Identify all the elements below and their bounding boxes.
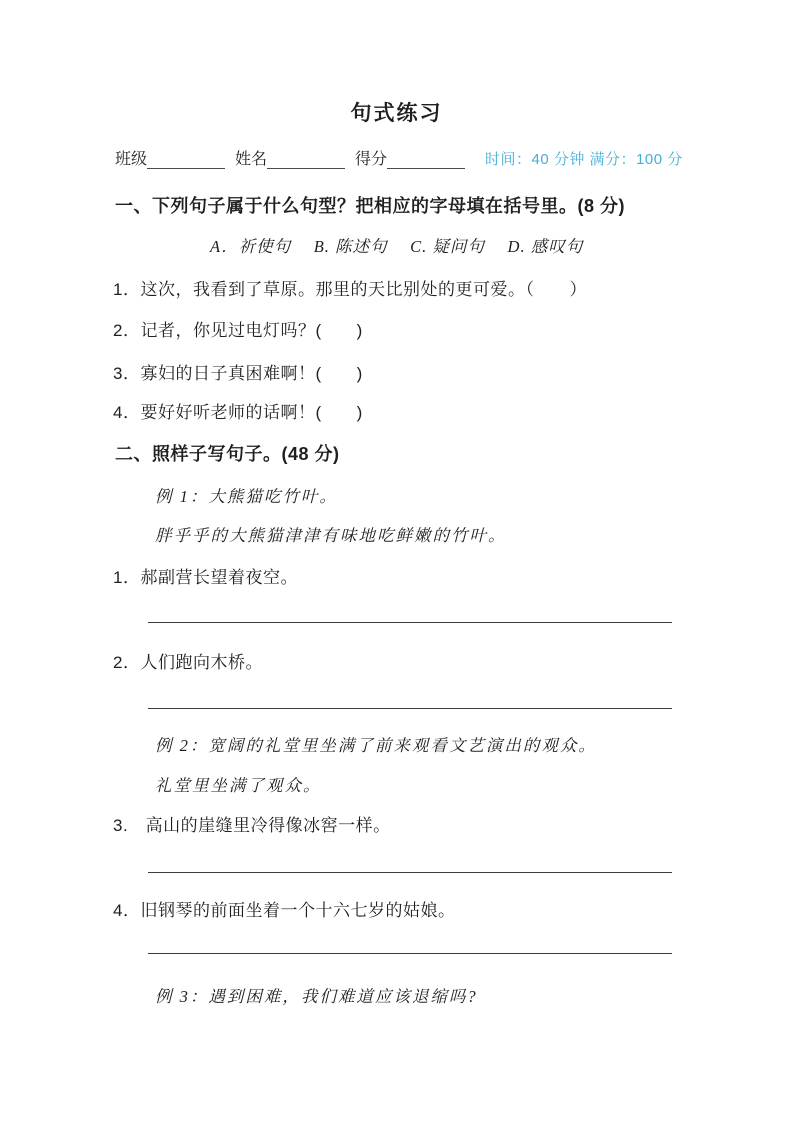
name-blank bbox=[267, 152, 345, 169]
section1-options: A．祈使句 B. 陈述句 C. 疑问句 D. 感叹句 bbox=[210, 237, 584, 256]
page-title: 句式练习 bbox=[350, 102, 443, 125]
answer-line-2 bbox=[148, 708, 672, 709]
section1-question-2: 2．记者，你见过电灯吗？( ) bbox=[113, 321, 363, 340]
name-field bbox=[235, 146, 345, 169]
section2-question-1: 1．郝副营长望着夜空。 bbox=[113, 568, 298, 587]
answer-line-1 bbox=[148, 622, 672, 623]
example1-label: 例 1：大熊猫吃竹叶。 bbox=[155, 487, 338, 506]
name-label: 姓名 bbox=[235, 151, 268, 168]
section1-question-4: 4．要好好听老师的话啊！( ) bbox=[113, 403, 363, 422]
class-field bbox=[115, 146, 225, 169]
section2-heading: 二、照样子写句子。(48 分) bbox=[115, 444, 340, 464]
class-label: 班级 bbox=[115, 151, 148, 168]
answer-line-4 bbox=[148, 953, 672, 954]
score-label: 得分 bbox=[355, 151, 388, 168]
section1-question-1: 1．这次，我看到了草原。那里的天比别处的更可爱。（ ） bbox=[113, 280, 587, 299]
answer-line-3 bbox=[148, 872, 672, 873]
student-info-row bbox=[115, 146, 475, 169]
section2-question-2: 2．人们跑向木桥。 bbox=[113, 653, 263, 672]
example2-label: 例 2：宽阔的礼堂里坐满了前来观看文艺演出的观众。 bbox=[155, 736, 597, 755]
example2-model-sentence: 礼堂里坐满了观众。 bbox=[155, 776, 322, 795]
example3-label: 例 3：遇到困难，我们难道应该退缩吗? bbox=[155, 987, 478, 1006]
section2-question-4: 4．旧钢琴的前面坐着一个十六七岁的姑娘。 bbox=[113, 901, 456, 920]
score-field bbox=[355, 146, 465, 169]
section1-heading: 一、下列句子属于什么句型？把相应的字母填在括号里。(8 分) bbox=[115, 196, 625, 216]
exam-time-score-info: 时间：40 分钟 满分：100 分 bbox=[485, 151, 683, 168]
section1-question-3: 3．寡妇的日子真困难啊！( ) bbox=[113, 364, 363, 383]
class-blank bbox=[147, 152, 225, 169]
example1-model-sentence: 胖乎乎的大熊猫津津有味地吃鲜嫩的竹叶。 bbox=[155, 526, 507, 545]
section2-question-3: 3. 高山的崖缝里冷得像冰窖一样。 bbox=[113, 816, 391, 835]
score-blank bbox=[387, 152, 465, 169]
